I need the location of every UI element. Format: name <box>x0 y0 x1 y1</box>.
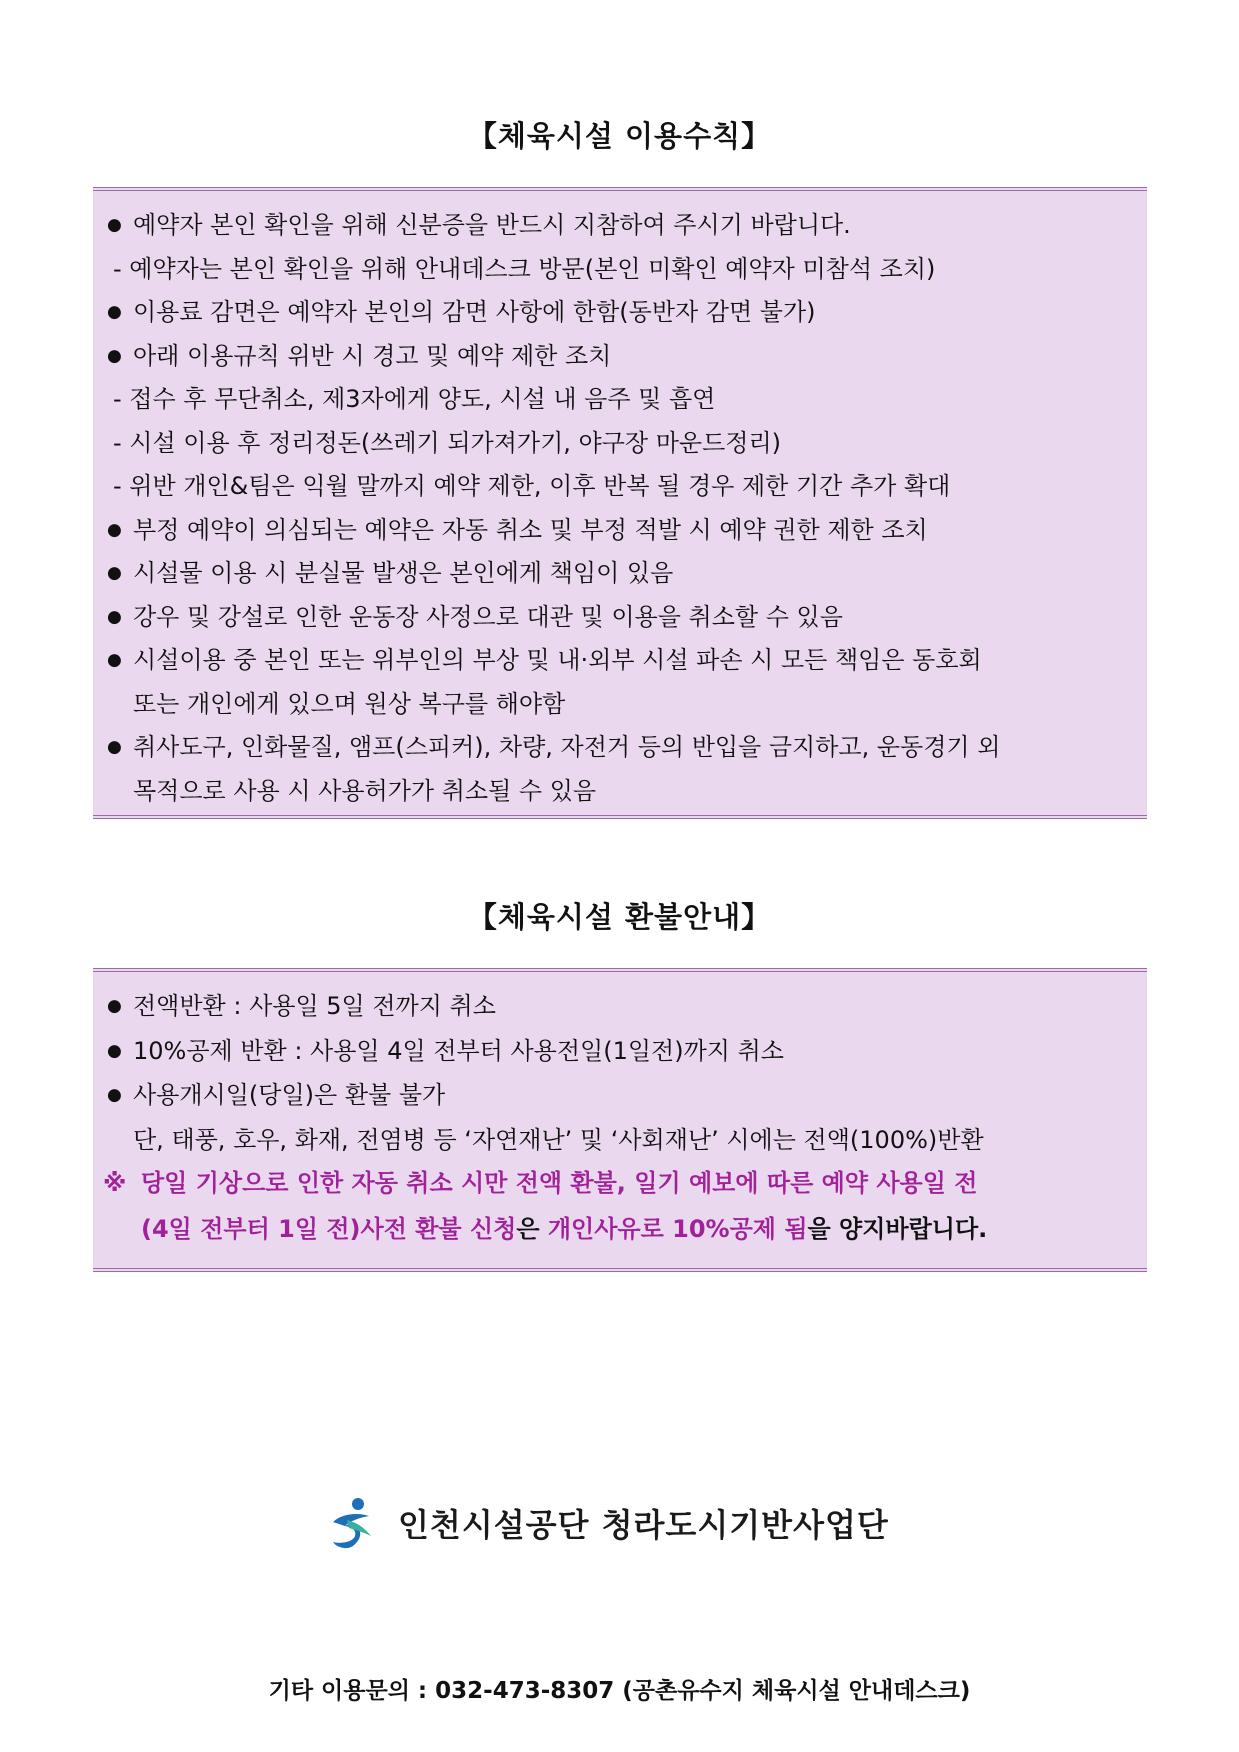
notice-closing: 을 양지바랍니다. <box>807 1215 988 1243</box>
notice-connector: 은 <box>516 1215 548 1243</box>
bullet-icon: ● <box>107 1085 122 1105</box>
rule-item-text: 부정 예약이 의심되는 예약은 자동 취소 및 부정 적발 시 예약 권한 제한 조치 <box>133 515 928 544</box>
rule-item-text: - 시설 이용 후 정리정돈(쓰레기 되가져가기, 야구장 마운드정리) <box>113 428 782 457</box>
rule-item-text: 시설물 이용 시 분실물 발생은 본인에게 책임이 있음 <box>133 559 674 587</box>
incheon-facilities-logo-icon <box>327 1496 375 1550</box>
rule-item-text: 아래 이용규칙 위반 시 경고 및 예약 제한 조치 <box>133 341 612 370</box>
refund-item-text: 단, 태풍, 호우, 화재, 전염병 등 ‘자연재난’ 및 ‘사회재난’ 시에는 전액(100%)반환 <box>133 1125 984 1154</box>
rule-item-text: 취사도구, 인화물질, 앰프(스피커), 차량, 자전거 등의 반입을 금지하고, 운동경기 외 <box>133 733 1001 761</box>
rule-item-text: 강우 및 강설로 인한 운동장 사정으로 대관 및 이용을 취소할 수 있음 <box>133 602 843 631</box>
rule-item-text: - 접수 후 무단취소, 제3자에게 양도, 시설 내 음주 및 흡연 <box>113 385 716 413</box>
rule-item-text: 이용료 감면은 예약자 본인의 감면 사항에 한함(동반자 감면 불가) <box>133 298 816 326</box>
bullet-icon: ● <box>107 650 122 670</box>
bullet-icon: ● <box>107 302 122 322</box>
rule-item-text: 목적으로 사용 시 사용허가가 취소될 수 있음 <box>133 776 597 805</box>
org-name: 인천시설공단 청라도시기반사업단 <box>398 1506 889 1544</box>
refund-title: 【체육시설 환불안내】 <box>467 900 772 934</box>
notice-prior-refund: (4일 전부터 1일 전)사전 환불 신청 <box>141 1215 517 1243</box>
notice-mark: ※ <box>103 1169 127 1197</box>
rule-item-text: 또는 개인에게 있으며 원상 복구를 해야함 <box>133 689 566 718</box>
notice-deduction: 개인사유로 10%공제 됨 <box>547 1215 808 1243</box>
bullet-icon: ● <box>107 737 122 757</box>
bullet-icon: ● <box>107 606 122 627</box>
rule-item-text: 시설이용 중 본인 또는 위부인의 부상 및 내·외부 시설 파손 시 모든 책임은 동호회 <box>133 646 982 674</box>
bullet-icon: ● <box>107 345 122 366</box>
refund-box <box>93 968 1147 1272</box>
refund-item-text: 10%공제 반환 : 사용일 4일 전부터 사용전일(1일전)까지 취소 <box>133 1036 784 1065</box>
rules-title: 【체육시설 이용수칙】 <box>467 119 772 153</box>
rule-item-text: 예약자 본인 확인을 위해 신분증을 반드시 지참하여 주시기 바랍니다. <box>133 211 851 239</box>
refund-item-text: 사용개시일(당일)은 환불 불가 <box>133 1081 446 1109</box>
bullet-icon: ● <box>107 1040 122 1061</box>
rule-item-text: - 위반 개인&팀은 익월 말까지 예약 제한, 이후 반복 될 경우 제한 기간 추가 확대 <box>113 472 951 500</box>
bullet-icon: ● <box>107 215 122 235</box>
rule-item-text: - 예약자는 본인 확인을 위해 안내데스크 방문(본인 미확인 예약자 미참석 조치) <box>113 254 936 283</box>
contact-info: 기타 이용문의 : 032-473-8307 (공촌유수지 체육시설 안내데스크) <box>268 1678 971 1704</box>
notice-line-1-text: 당일 기상으로 인한 자동 취소 시만 전액 환불, 일기 예보에 따른 예약 사용일 전 <box>141 1169 978 1197</box>
rules-box <box>93 187 1147 819</box>
refund-item-text: 전액반환 : 사용일 5일 전까지 취소 <box>133 992 496 1020</box>
bullet-icon: ● <box>107 996 122 1016</box>
bullet-icon: ● <box>107 563 122 583</box>
notice-line-2 <box>141 1215 987 1243</box>
org-signature <box>0 1496 1239 1556</box>
bullet-icon: ● <box>107 519 122 540</box>
